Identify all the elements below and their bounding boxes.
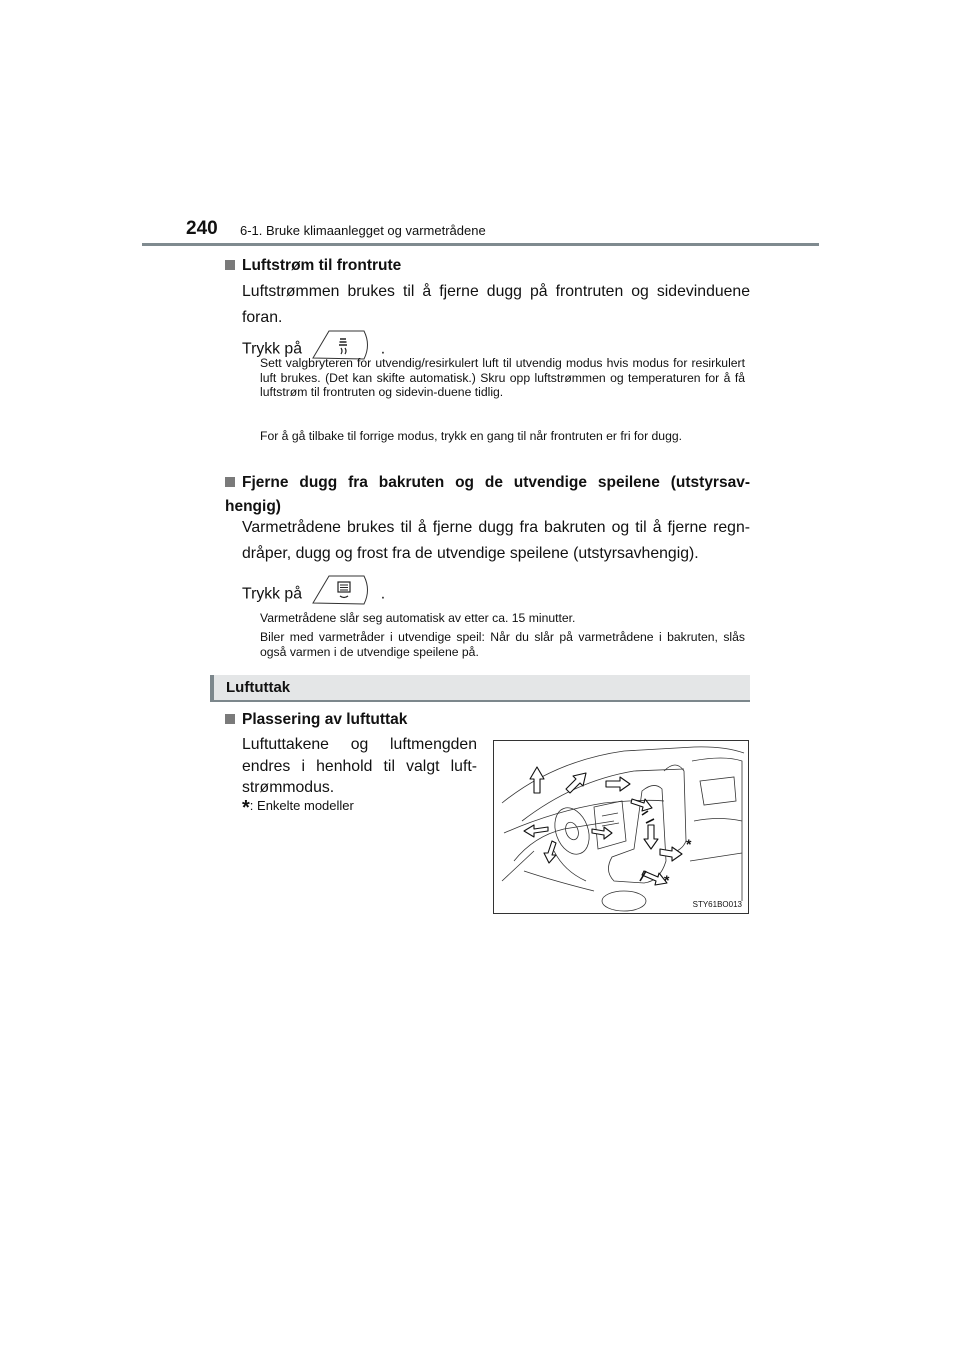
body-luftuttak: Luftuttakene og luftmengden endres i henhold til valgt luft-strømmodus. (242, 736, 477, 796)
header-divider (142, 243, 819, 246)
section-bar-luftuttak: Luftuttak (210, 675, 750, 702)
note-frontrute-2: For å gå tilbake til forrige modus, trykk en gang til når frontruten er fri for dugg. (260, 429, 683, 443)
heading-luftuttak: Plassering av luftuttak (225, 711, 407, 729)
note-frontrute-1: Sett valgbryteren for utvendig/resirkulert luft til utvendig modus hvis modus for resirkulert luft brukes. (Det kan skifte automatisk.) Skru opp luftstrømmen og temperaturen for å få luftstrøm til frontruten og sidevin-duene tidlig. (260, 356, 745, 399)
square-bullet-icon (225, 260, 235, 270)
rear-defog-icon (309, 573, 373, 616)
note-bakrute-2: Biler med varmetråder i utvendige speil: Når du slår på varmetrådene i bakruten, slås også varmen i de utvendige speilene på. (260, 630, 745, 659)
body-bakrute: Varmetrådene brukes til å fjerne dugg fra bakruten og til å fjerne regn-dråper, dugg og frost fra de utvendige speilene (utstyrsavhengig). (242, 519, 750, 562)
square-bullet-icon (225, 477, 235, 487)
car-interior-figure (493, 740, 749, 914)
page-number: 240 (186, 218, 218, 239)
note-bakrute-1: Varmetrådene slår seg automatisk av etter ca. 15 minutter. (260, 611, 576, 625)
press-line-frontrute: Trykk på . (242, 328, 385, 371)
heading-frontrute: Luftstrøm til frontrute (225, 257, 401, 275)
car-interior-illustration (494, 741, 748, 913)
body-frontrute: Luftstrømmen brukes til å fjerne dugg på frontruten og sidevinduene foran. (242, 283, 750, 326)
figure-code: STY61BO013 (692, 900, 742, 909)
figure-asterisk-1: * (686, 836, 692, 852)
footnote: *: Enkelte modeller (242, 797, 354, 819)
section-title: 6-1. Bruke klimaanlegget og varmetrådene (240, 223, 486, 238)
square-bullet-icon (225, 714, 235, 724)
figure-asterisk-2: * (664, 872, 670, 888)
press-line-bakrute: Trykk på . (242, 573, 385, 616)
heading-bakrute: Fjerne dugg fra bakruten og de utvendige speilene (utstyrsav-hengig) (225, 474, 750, 515)
